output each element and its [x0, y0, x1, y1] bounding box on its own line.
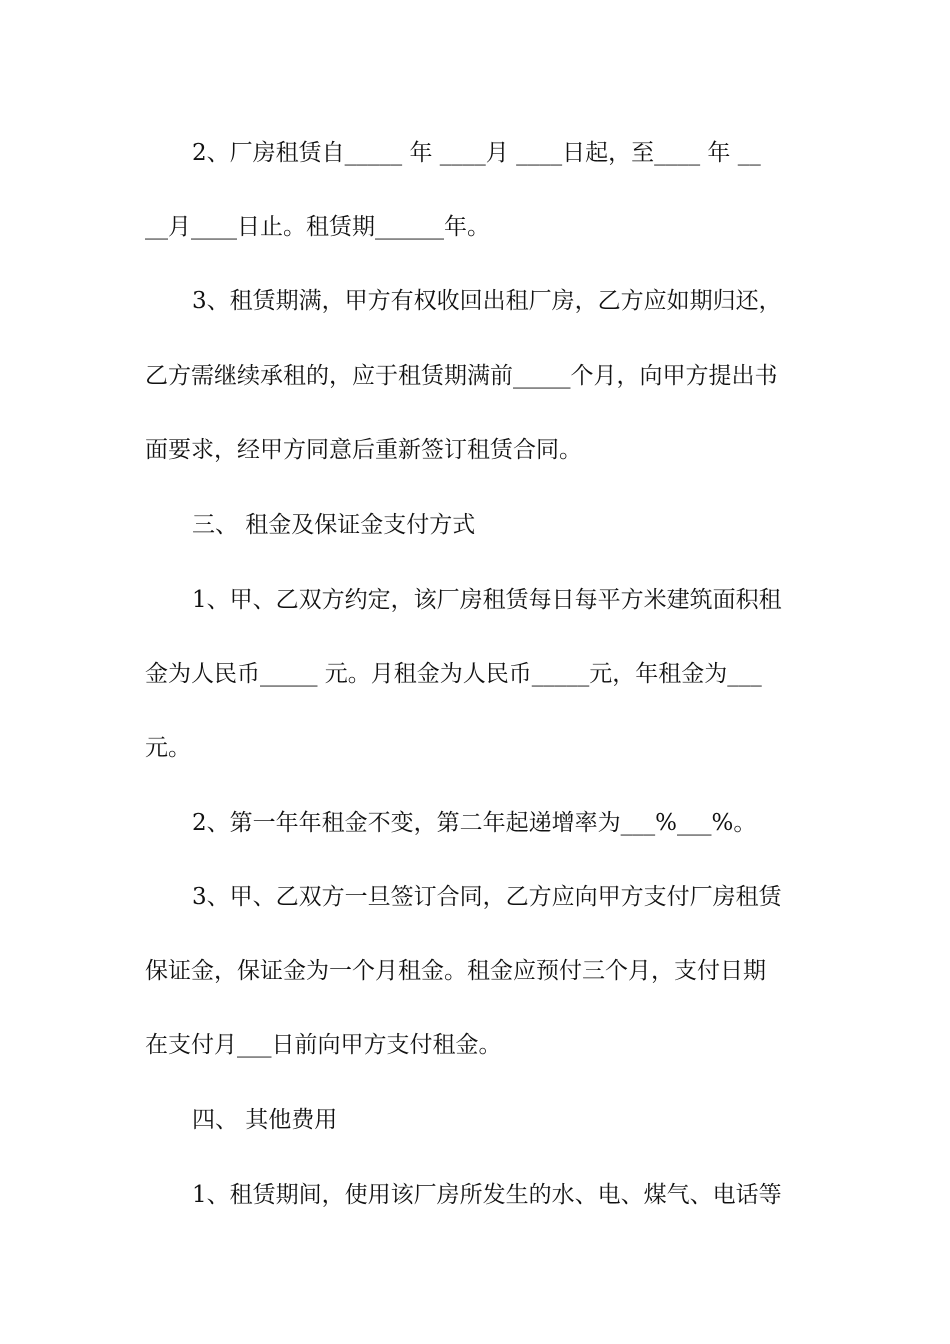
paragraph-3-line-2: 乙方需继续承租的，应于租赁期满前_____个月，向甲方提出书: [145, 363, 778, 389]
paragraph-3-line-3: 面要求，经甲方同意后重新签订租赁合同。: [145, 437, 582, 463]
paragraph-3-line-1: 3、租赁期满，甲方有权收回出租厂房，乙方应如期归还，: [192, 288, 782, 314]
rent-paragraph-3-line-2: 保证金，保证金为一个月租金。租金应预付三个月，支付日期: [145, 958, 766, 984]
section-heading-other-fees: 四、 其他费用: [192, 1107, 338, 1133]
rent-paragraph-3-line-1: 3、甲、乙双方一旦签订合同，乙方应向甲方支付厂房租赁: [192, 884, 782, 910]
rent-paragraph-1-line-3: 元。: [145, 735, 191, 761]
paragraph-2-line-1: 2、厂房租赁自_____ 年 ____月 ____日起，至____ 年 __: [192, 140, 761, 166]
paragraph-2-line-2: __月____日止。租赁期______年。: [145, 214, 490, 240]
rent-paragraph-2: 2、第一年年租金不变，第二年起递增率为___%___%。: [192, 810, 757, 836]
rent-paragraph-3-line-3: 在支付月___日前向甲方支付租金。: [145, 1032, 502, 1058]
rent-paragraph-1-line-2: 金为人民币_____ 元。月租金为人民币_____元，年租金为___: [145, 661, 762, 687]
rent-paragraph-1-line-1: 1、甲、乙双方约定，该厂房租赁每日每平方米建筑面积租: [192, 587, 782, 613]
fees-paragraph-1-line-1: 1、租赁期间，使用该厂房所发生的水、电、煤气、电话等: [192, 1182, 782, 1208]
section-heading-rent-deposit: 三、 租金及保证金支付方式: [192, 512, 476, 538]
